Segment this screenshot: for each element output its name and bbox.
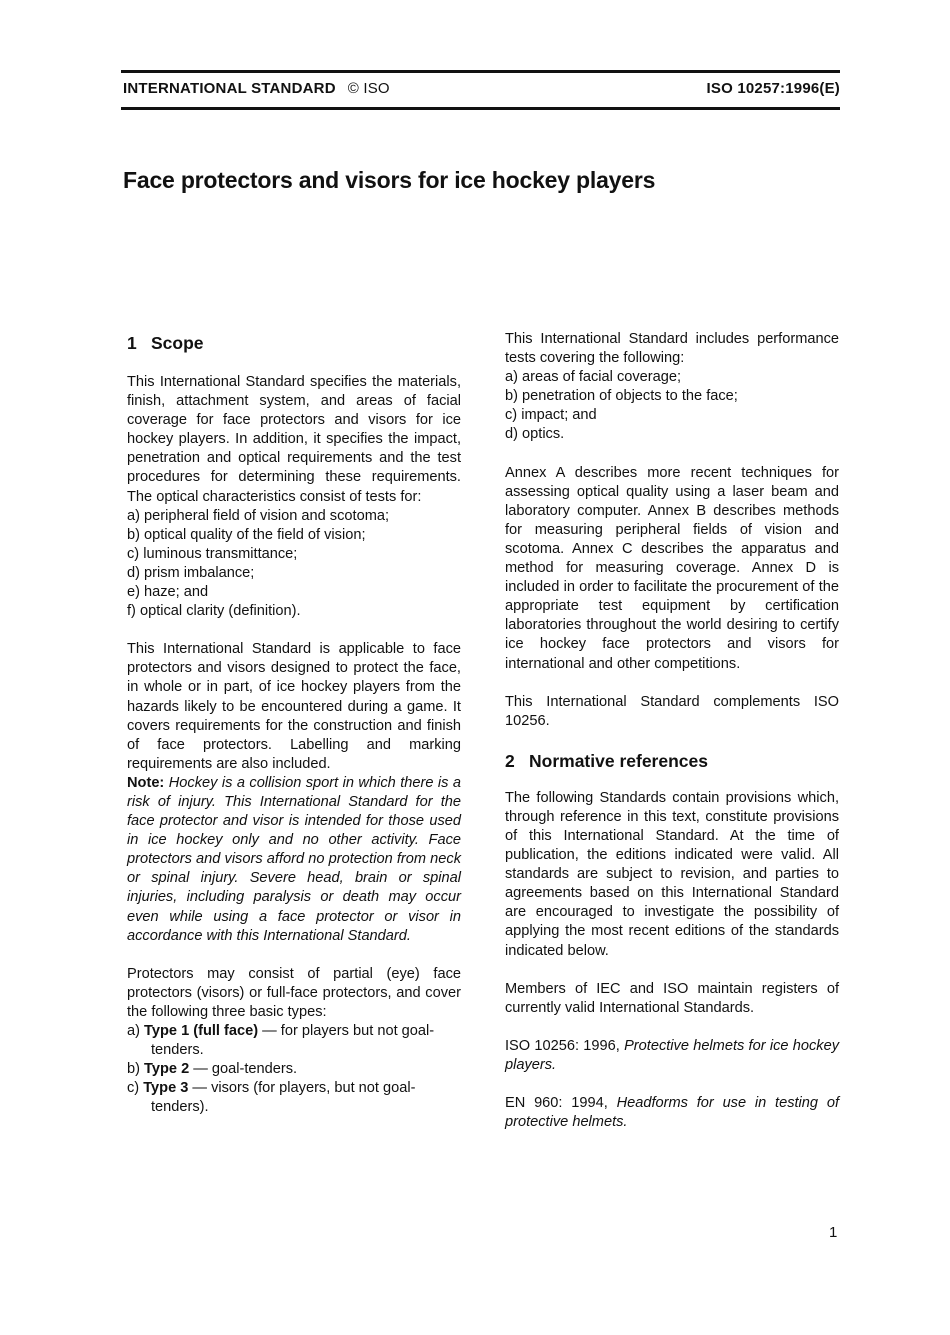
note-text: Hockey is a collision sport in which there is a risk of injury. This International Standard for the face protector and visor is intended for those used in ice hockey only and no other activity. Face protectors and visors afford no protection from neck or spinal injury. Severe head, brain or spinal injuries, including paralysis or death may occur even while using a face protector or visor in accordance with this International Standard.	[127, 774, 461, 944]
reference-code: EN 960: 1994,	[505, 1095, 617, 1111]
type-prefix: b)	[127, 1061, 145, 1078]
type-label: Type 2	[144, 1061, 190, 1078]
scope-paragraph-1: This International Standard specifies the materials, finish, attachment system, and areas of facial coverage for face protectors and visors for ice hockey players. In addition, it specifies the impact, penetration and optical requirements and the test procedures for determining these requirements. The optical characteristics consist of tests for:	[127, 374, 461, 505]
list-item: a) areas of facial coverage;	[505, 369, 682, 386]
list-item: c) luminous transmittance;	[127, 545, 298, 562]
header-standard-label: INTERNATIONAL STANDARD	[123, 80, 336, 97]
section-heading-scope	[127, 332, 461, 354]
list-item: c) impact; and	[505, 407, 597, 424]
list-item	[127, 1060, 461, 1079]
type-description: — visors (for players, but not goal-tenders).	[151, 1080, 416, 1116]
section-number: 2	[505, 750, 515, 771]
scope-note	[127, 774, 461, 946]
references-paragraph-2: Members of IEC and ISO maintain registers of currently valid International Standards.	[505, 980, 839, 1016]
document-title: Face protectors and visors for ice hockey players	[123, 167, 656, 193]
type-prefix: a)	[127, 1023, 145, 1039]
protector-types-list	[127, 1022, 461, 1117]
scope-paragraph-6: This International Standard complements ISO 10256.	[505, 693, 839, 729]
type-prefix: c)	[127, 1080, 144, 1097]
list-item	[127, 1079, 461, 1117]
scope-paragraph-5: Annex A describes more recent techniques for assessing optical quality using a laser beam and laboratory computer. Annex B describes methods for measuring peripheral fields of vision and scotoma. Annex C describes the apparatus and method for measuring coverage. Annex D is included in order to facilitate the procurement of the appropriate test equipment by certification laboratories throughout the world desiring to certify ice hockey face protectors and visors for international and other competitions.	[505, 464, 839, 672]
reference-title: Protective helmets for ice hockey players.	[505, 1037, 839, 1073]
list-item	[127, 1022, 461, 1060]
scope-paragraph-4: This International Standard includes performance tests covering the following:	[505, 331, 839, 367]
header-standard-number: ISO 10257:1996(E)	[706, 80, 840, 97]
references-paragraph-1: The following Standards contain provisions which, through reference in this text, constitute provisions of this International Standard. At the time of publication, the editions indicated were valid. All standards are subject to revision, and parties to agreements based on this International Standard are encouraged to investigate the possibility of applying the most recent editions of the standards indicated below.	[505, 789, 839, 959]
note-label: Note:	[127, 774, 165, 791]
scope-paragraph-2: This International Standard is applicable to face protectors and visors designed to protect the face, in whole or in part, of ice hockey players from the hazards likely to be encountered during a game. It covers requirements for the construction and finish of face protectors. Labelling and marking requirements are also included.	[127, 641, 461, 772]
list-item: f) optical clarity (definition).	[127, 603, 301, 620]
type-label: Type 3	[143, 1080, 189, 1097]
list-item: a) peripheral field of vision and scotoma;	[127, 507, 390, 524]
reference-title: Headforms for use in testing of protective helmets.	[505, 1095, 839, 1131]
page-number: 1	[829, 1224, 838, 1241]
list-item: e) haze; and	[127, 584, 209, 601]
reference-entry	[505, 1037, 839, 1075]
type-label: Type 1 (full face)	[144, 1023, 259, 1039]
section-title: Normative references	[529, 750, 708, 771]
scope-paragraph-3: Protectors may consist of partial (eye) face protectors (visors) or full-face protectors, and cover the following three basic types:	[127, 965, 461, 1020]
section-heading-normative-references	[505, 750, 839, 772]
type-description: — goal-tenders.	[189, 1061, 298, 1078]
list-item: d) prism imbalance;	[127, 564, 255, 581]
type-description: — for players but not goal-tenders.	[151, 1023, 435, 1059]
list-item: d) optics.	[505, 426, 565, 443]
reference-code: ISO 10256: 1996,	[505, 1037, 625, 1054]
header-top-rule	[121, 70, 840, 73]
header-bottom-rule	[121, 107, 840, 110]
left-column	[127, 330, 461, 1117]
list-item: b) optical quality of the field of vision;	[127, 526, 366, 543]
list-item: b) penetration of objects to the face;	[505, 388, 738, 405]
performance-tests-list	[505, 368, 839, 444]
right-column	[505, 330, 839, 1151]
section-number: 1	[127, 333, 137, 353]
reference-entry	[505, 1094, 839, 1132]
header-copyright: © ISO	[347, 80, 390, 97]
optical-tests-list	[127, 507, 461, 622]
header-left	[123, 80, 390, 97]
section-title: Scope	[151, 333, 204, 353]
